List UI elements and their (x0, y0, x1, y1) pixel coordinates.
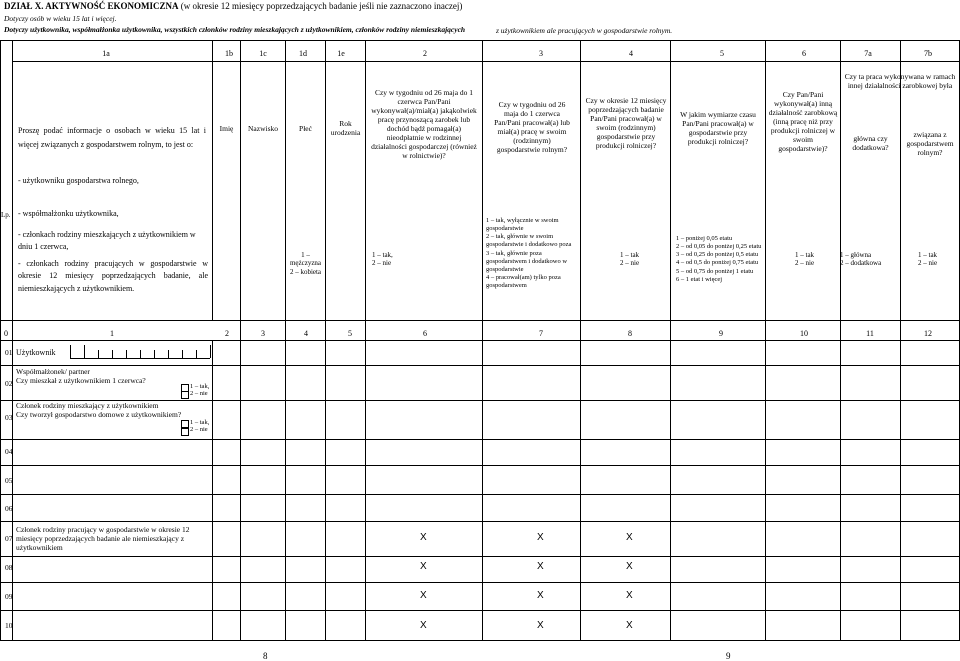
q-imie: Imię (219, 124, 234, 133)
lp-label: Lp. (1, 211, 11, 219)
col-header-6: 6 (802, 49, 806, 58)
header-num-row-border (12, 61, 960, 62)
row-10-num: 10 (5, 621, 13, 630)
colnum-2: 2 (225, 329, 229, 338)
row-03-checkbox[interactable] (181, 428, 189, 436)
row-03-checkbox[interactable] (181, 420, 189, 428)
comb-tick (84, 345, 85, 358)
row-02-num: 02 (5, 379, 13, 388)
col-header-1c: 1c (259, 49, 267, 58)
ans-q6: 1 – tak 2 – nie (795, 251, 815, 268)
x-mark: X (420, 620, 427, 631)
intro-bullet-user: - użytkowniku gospodarstwa rolnego, (18, 176, 139, 185)
body-col-9-border (765, 340, 766, 640)
col-1c-border (285, 40, 286, 320)
body-col-2-border (240, 320, 241, 640)
colnum-8: 8 (628, 329, 632, 338)
col-1d-border (325, 40, 326, 320)
col-header-1e: 1e (337, 49, 345, 58)
q-nazwisko: Nazwisko (248, 124, 278, 133)
q-7a: główna czy dodatkowa? (852, 134, 889, 152)
row-07-border (0, 556, 960, 557)
comb-tick (210, 345, 211, 358)
intro-bullet-working: - członkach rodziny pracujących w gospodarstwie w okresie 12 miesięcy poprzedzających badanie, ale niemieszkających z użytkownikiem. (18, 259, 208, 293)
subtitle-age: Dotyczy osób w wieku 15 lat i więcej. (4, 14, 117, 23)
body-col-6-border (482, 340, 483, 640)
table-top-border (0, 40, 960, 41)
body-col-3-border (285, 320, 286, 640)
row-08-num: 08 (5, 563, 13, 572)
row-06-num: 06 (5, 504, 13, 513)
row-09-num: 09 (5, 592, 13, 601)
col-header-1b: 1b (225, 49, 233, 58)
body-col-4-border (325, 320, 326, 640)
col-3-border (580, 40, 581, 340)
comb-tick (70, 345, 71, 358)
row-04-num: 04 (5, 447, 13, 456)
col-header-5: 5 (720, 49, 724, 58)
col-2-border (482, 40, 483, 340)
comb-tick (126, 350, 127, 358)
row-01-num: 01 (5, 348, 13, 357)
col-header-2: 2 (423, 49, 427, 58)
x-mark: X (626, 532, 633, 543)
comb-tick (154, 350, 155, 358)
section-title: DZIAŁ X. AKTYWNOŚĆ EKONOMICZNA (w okresie 12 miesięcy poprzedzających badanie jeśli nie zaznaczono inaczej) (4, 1, 463, 11)
col-4-border (670, 40, 671, 340)
row-03-label: Członek rodziny mieszkający z użytkownikiem Czy tworzył gospodarstwo domowe z użytkownikiem? (16, 401, 182, 419)
page-number-left: 8 (263, 651, 268, 661)
body-col-5-border (365, 320, 366, 640)
col-1e-border (365, 40, 366, 320)
x-mark: X (537, 620, 544, 631)
table-left-border (0, 40, 1, 640)
lp-col-border (12, 40, 13, 340)
row-06-border (0, 521, 960, 522)
page-number-right: 9 (726, 651, 731, 661)
x-mark: X (626, 561, 633, 572)
ans-q3: 1 – tak, wyłącznie w swoim gospodarstwie 2 – tak, głównie w swoim gospodarstwie i dodatkowo poza 3 – tak, głównie poza gospodarstwem i dodatkowo w gospodarstwie 4 – pracował(am) tylko poza gospodarstwem (486, 217, 572, 289)
x-mark: X (420, 590, 427, 601)
col-header-1a: 1a (102, 49, 110, 58)
row-02-options: 1 – tak, 2 – nie (190, 383, 210, 398)
ans-q5: 1 – poniżej 0,05 etatu 2 – od 0,05 do poniżej 0,25 etatu 3 – od 0,25 do poniżej 0,5 etatu 4 – od 0,5 do poniżej 0,75 etatu 5 – od 0,75 do poniżej 1 etatu 6 – 1 etat i więcej (676, 235, 762, 283)
row-03-num: 03 (5, 413, 13, 422)
row-05-num: 05 (5, 476, 13, 485)
intro-bullet-spouse: - współmałżonku użytkownika, (18, 209, 119, 218)
x-mark: X (420, 561, 427, 572)
header-bottom-border (0, 320, 960, 321)
colnum-11: 11 (866, 329, 874, 338)
row-03-options: 1 – tak, 2 – nie (190, 419, 210, 434)
table-bottom-border (0, 640, 960, 641)
col-1a-border (212, 40, 213, 320)
q-3: Czy w tygodniu od 26 maja do 1 czerwca Pan/Pani pracował(a) lub miał(a) pracę w swoim (rodzinnym) gospodarstwie rolnym? (494, 100, 570, 154)
q-2: Czy w tygodniu od 26 maja do 1 czerwca Pan/Pani wykonywał(a)/miał(a) jakąkolwiek pracę przynoszącą zarobek lub dochód bądź pomagał(a) nieodpłatnie w rodzinnej działalności gospodarczej (również w rolnictwie)? (371, 88, 477, 160)
col-1b-border (240, 40, 241, 320)
col-header-4: 4 (629, 49, 633, 58)
row-01-border (0, 365, 960, 366)
colnum-4: 4 (304, 329, 308, 338)
row-07-num: 07 (5, 534, 13, 543)
body-col-1-border (212, 340, 213, 640)
comb-tick (112, 350, 113, 358)
q-4: Czy w okresie 12 miesięcy poprzedzających badanie Pan/Pani pracował(a) w swoim (rodzinnym) gospodarstwie przy produkcji rolniczej? (585, 96, 667, 150)
colnum-9: 9 (719, 329, 723, 338)
q-rok: Rok urodzenia (330, 119, 361, 137)
subtitle-scope-cont: z użytkownikiem ale pracujących w gospodarstwie rolnym. (496, 26, 673, 35)
ans-q7a: 1 – główna 2 – dodatkowa (840, 251, 882, 268)
col-6-border (840, 40, 841, 340)
colnum-0: 0 (4, 329, 8, 338)
comb-tick (196, 350, 197, 358)
ans-q4: 1 – tak 2 – nie (620, 251, 640, 268)
comb-tick (182, 350, 183, 358)
colnum-5: 5 (348, 329, 352, 338)
x-mark: X (537, 561, 544, 572)
x-mark: X (537, 590, 544, 601)
x-mark: X (420, 532, 427, 543)
colnum-7: 7 (539, 329, 543, 338)
x-mark: X (626, 620, 633, 631)
row-03-border (0, 439, 960, 440)
row-05-border (0, 494, 960, 495)
row-04-border (0, 465, 960, 466)
row-09-border (0, 610, 960, 611)
col-header-1d: 1d (299, 49, 307, 58)
q-7: Czy ta praca wykonywana w ramach innej działalności zarobkowej była (844, 72, 956, 90)
body-col-10-border (840, 340, 841, 640)
body-col-7-border (580, 340, 581, 640)
x-mark: X (626, 590, 633, 601)
row-02-label: Współmałżonek/ partner Czy mieszkał z użytkownikiem 1 czerwca? (16, 367, 146, 385)
colnum-row-border (0, 340, 960, 341)
q-5: W jakim wymiarze czasu Pan/Pani pracował(a) w gospodarstwie przy produkcji rolniczej? (680, 110, 756, 146)
ans-q2: 1 – tak, 2 – nie (372, 251, 393, 268)
row-01-comb-base (70, 358, 210, 359)
colnum-3: 3 (261, 329, 265, 338)
intro-bullet-family: - członkach rodziny mieszkających z użytkownikiem w dniu 1 czerwca, (18, 230, 196, 252)
colnum-6: 6 (423, 329, 427, 338)
comb-tick (140, 350, 141, 358)
comb-tick (168, 350, 169, 358)
col-header-7a: 7a (864, 49, 872, 58)
q-7b: związana z gospodarstwem rolnym? (906, 130, 954, 157)
ans-q7b: 1 – tak 2 – nie (918, 251, 938, 268)
col-5-border (765, 40, 766, 340)
q-6: Czy Pan/Pani wykonywał(a) inną działalność zarobkową (inną pracę niż przy produkcji rolniczej w swoim gospodarstwie)? (768, 90, 838, 153)
ans-plec: 1 – mężczyzna 2 – kobieta (289, 251, 322, 276)
row-08-border (0, 582, 960, 583)
intro-text: Proszę podać informacje o osobach w wieku 15 lat i więcej związanych z gospodarstwem rolnym, to jest o: (18, 126, 206, 149)
col-header-7b: 7b (924, 49, 932, 58)
q-plec: Płeć (299, 124, 312, 133)
colnum-1: 1 (110, 329, 114, 338)
row-07-label: Członek rodziny pracujący w gospodarstwie w okresie 12 miesięcy poprzedzających badanie ale niemieszkający z użytkownikiem (16, 525, 190, 552)
col-header-3: 3 (539, 49, 543, 58)
row-02-checkbox[interactable] (181, 391, 189, 399)
subtitle-scope: Dotyczy użytkownika, współmałżonka użytkownika, wszystkich członków rodziny mieszkających z użytkownikiem, członków rodziny niemieszkających (4, 25, 466, 34)
colnum-12: 12 (924, 329, 932, 338)
x-mark: X (537, 532, 544, 543)
colnum-10: 10 (800, 329, 808, 338)
body-col-8-border (670, 340, 671, 640)
body-col-11-border (900, 340, 901, 640)
row-01-label: Użytkownik (16, 348, 56, 357)
comb-tick (98, 350, 99, 358)
